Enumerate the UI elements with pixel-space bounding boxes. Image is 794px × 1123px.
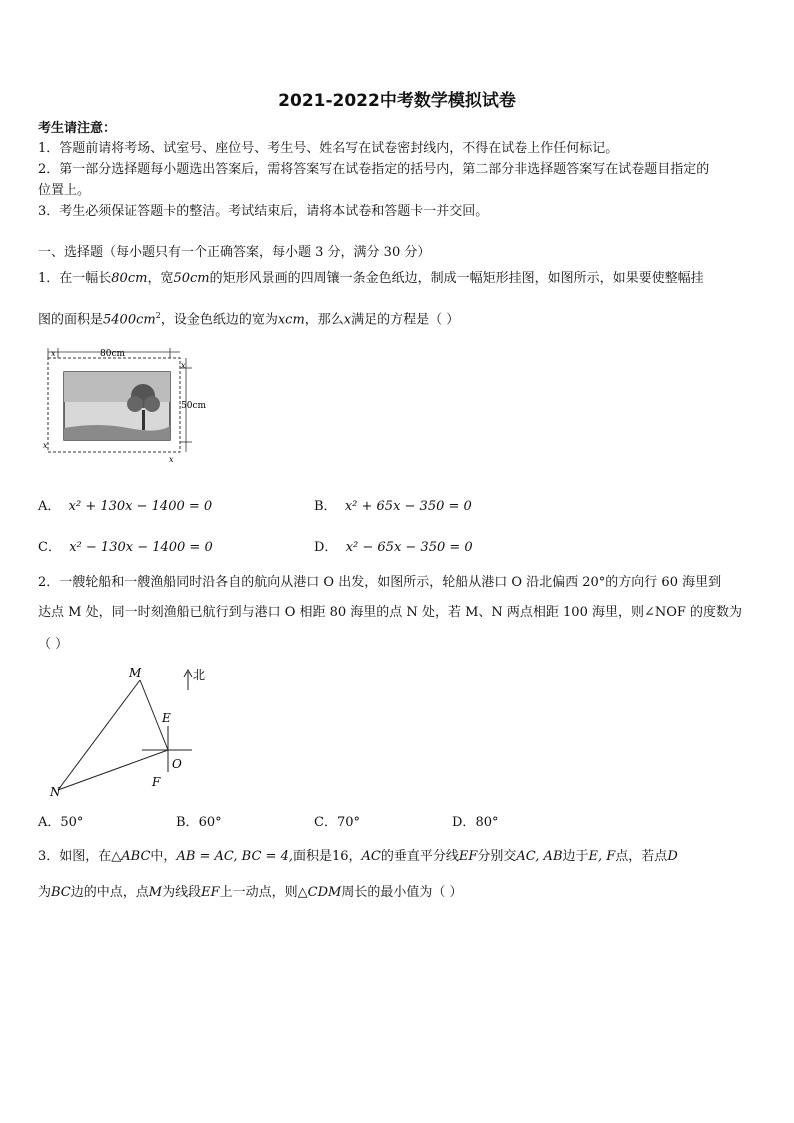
q3-line2: 为BC边的中点，点M为线段EF上一动点，则△CDM周长的最小值为（ ） (38, 885, 463, 900)
q1-option-c[interactable]: C． x² − 130x − 1400 = 0 (38, 540, 213, 555)
notice-item-3: 3．考生必须保证答题卡的整洁。考试结束后，请将本试卷和答题卡一并交回。 (38, 204, 489, 219)
q2-line3: （ ） (38, 637, 69, 652)
q2-figure (40, 660, 220, 800)
q2-option-a[interactable]: A．50° (38, 815, 84, 830)
section-heading: 一、选择题（每小题只有一个正确答案，每小题 3 分，满分 30 分） (38, 245, 431, 260)
q2-line1: 2．一艘轮船和一艘渔船同时沿各自的航向从港口 O 出发，如图所示，轮船从港口 O 沿北偏西 20°的方向行 60 海里到 (38, 575, 722, 590)
point-o-label: O (172, 757, 182, 771)
q1-fig-wid-label: 50cm (181, 401, 207, 411)
page-title: 2021-2022中考数学模拟试卷 (278, 91, 516, 111)
q2-option-b[interactable]: B．60° (176, 815, 222, 830)
q1-option-b[interactable]: B． x² + 65x − 350 = 0 (314, 499, 472, 514)
notice-item-1: 1．答题前请将考场、试室号、座位号、考生号、姓名写在试卷密封线内，不得在试卷上作任何标记。 (38, 141, 619, 156)
q3-line1: 3．如图，在△ABC中，AB = AC, BC = 4,面积是16，AC的垂直平分线EF分别交AC, AB边于E, F点，若点D (38, 849, 678, 864)
point-n-label: N (50, 785, 61, 799)
north-label: 北 (193, 668, 206, 682)
q2-option-d[interactable]: D．80° (452, 815, 499, 830)
q2-option-c[interactable]: C．70° (314, 815, 360, 830)
q1-line2: 图的面积是$5400cm^2$，设金色纸边的宽为xcm，那么x满足的方程是（ ） (38, 311, 460, 328)
q1-fig-x-right: x (181, 361, 186, 370)
notice-item-2: 2．第一部分选择题每小题选出答案后，需将答案写在试卷指定的括号内，第二部分非选择题答案写在试卷题目指定的 (38, 162, 710, 177)
q1-fig-len-label: 80cm (100, 349, 126, 359)
notice-heading: 考生请注意： (38, 121, 117, 136)
point-f-label: F (152, 775, 161, 789)
point-m-label: M (129, 666, 142, 680)
q2-line2: 达点 M 处，同一时刻渔船已航行到与港口 O 相距 80 海里的点 N 处，若 M、N 两点相距 100 海里，则∠NOF 的度数为 (38, 605, 743, 620)
q1-line1: 1．在一幅长80cm，宽50cm的矩形风景画的四周镶一条金色纸边，制成一幅矩形挂图，如图所示，如果要使整幅挂 (38, 271, 704, 286)
q1-fig-x-left: x (43, 441, 48, 450)
q1-fig-x-top: x (51, 349, 56, 358)
point-e-label: E (162, 711, 171, 725)
q1-option-a[interactable]: A． x² + 130x − 1400 = 0 (38, 499, 213, 514)
notice-item-2-cont: 位置上。 (38, 183, 91, 198)
q1-figure (38, 344, 238, 466)
q1-fig-x-bottom: x (169, 455, 174, 464)
q1-option-d[interactable]: D． x² − 65x − 350 = 0 (314, 540, 473, 555)
